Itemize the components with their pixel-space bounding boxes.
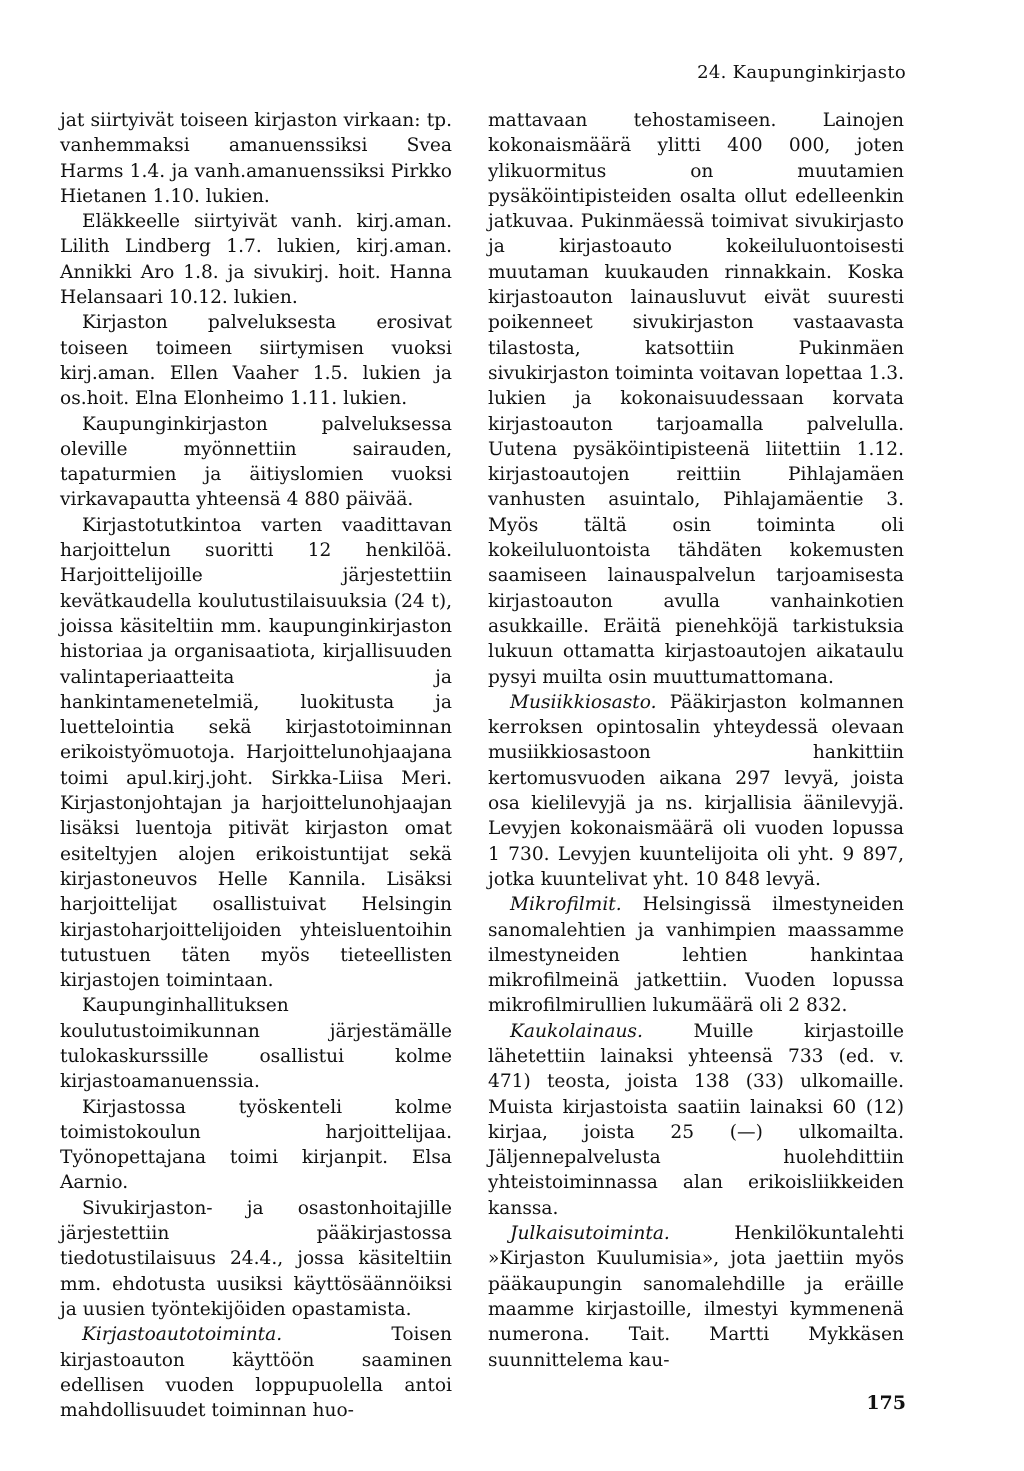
paragraph: Kirjaston palveluksesta erosivat toiseen toimeen siirtymisen vuoksi kirj.aman. Ellen Vaaher 1.5. lukien ja os.hoit. Elna Elonheimo 1.11. lukien.	[60, 312, 452, 410]
paragraph: Kaupunginkirjaston palveluksessa oleville myönnettiin sairauden, tapaturmien ja äitiyslomien vuoksi virkavapautta yhteensä 4 880 päivää.	[60, 413, 452, 511]
section-heading: Kirjastoautotoiminta.	[82, 1324, 283, 1346]
paragraph: Kirjastotutkintoa varten vaadittavan harjoittelun suoritti 12 henkilöä. Harjoittelijoille järjestettiin kevätkaudella koulutustilaisuuksia (24 t), joissa käsiteltiin mm. kaupunginkirjaston historiaa ja organisaatiota, kirjallisuuden valintaperiaatteita ja hankintamenetelmiä, luokitusta ja luettelointia sekä kirjastotoiminnan erikoistyömuotoja. Harjoittelunohjaajana toimi apul.kirj.joht. Sirkka-Liisa Meri. Kirjastonjohtajan ja harjoittelunohjaajan lisäksi luentoja pitivät kirjaston omat esiteltyjen alojen erikoistuntijat sekä kirjastoneuvos Helle Kannila. Lisäksi harjoittelijat osallistuivat Helsingin kirjastoharjoittelijoiden yhteisluentoihin tutustuen täten myös tieteellisten kirjastojen toimintaan.	[60, 514, 452, 992]
section-text: Muille kirjastoille lähetettiin lainaksi yhteensä 733 (ed. v. 471) teosta, joista 138 (33) ulkomaille. Muista kirjastoista saatiin lainaksi 60 (12) kirjaa, joista 25 (—) ulkomailta. Jäljennepalvelusta huolehdittiin yhteistoiminnassa alan erikoisliikkeiden kanssa.	[488, 1020, 904, 1219]
section-text: Helsingissä ilmestyneiden sanomalehtien ja vanhimpien maassamme ilmestyneiden lehtien hankintaa mikrofilmeinä jatkettiin. Vuoden lopussa mikrofilmirullien lukumäärä oli 2 832.	[488, 894, 904, 1017]
paragraph	[60, 1322, 452, 1423]
section-text: Henkilökuntalehti »Kirjaston Kuulumisia», jota jaettiin myös pääkaupungin sanomalehdille ja eräille maamme kirjastoille, ilmestyi kymmenenä numerona. Tait. Martti Mykkäsen suunnittelema kau-	[488, 1223, 904, 1371]
paragraph: Eläkkeelle siirtyivät vanh. kirj.aman. Lilith Lindberg 1.7. lukien, kirj.aman. Annikki Aro 1.8. ja sivukirj. hoit. Hanna Helansaari 10.12. lukien.	[60, 211, 452, 309]
paragraph: Sivukirjaston- ja osastonhoitajille järjestettiin pääkirjastossa tiedotustilaisuus 24.4., jossa käsiteltiin mm. ehdotusta uusiksi käyttösäännöiksi ja uusien työntekijöiden opastamista.	[60, 1197, 452, 1320]
paragraph	[488, 690, 904, 892]
section-heading: Mikrofilmit.	[510, 894, 622, 916]
section-heading: Kaukolainaus.	[510, 1020, 643, 1042]
right-column	[488, 108, 904, 1373]
paragraph	[488, 892, 904, 1018]
paragraph: Kaupunginhallituksen koulutustoimikunnan järjestämälle tulokaskurssille osallistui kolme kirjastoamanuenssia.	[60, 995, 452, 1093]
running-head: 24. Kaupunginkirjasto	[697, 62, 906, 83]
section-text: Pääkirjaston kolmannen kerroksen opintosalin yhteydessä olevaan musiikkiosastoon hankittiin kertomusvuoden aikana 297 levyä, joista osa kielilevyjä ja ns. kirjallisia äänilevyjä. Levyjen kokonaismäärä oli vuoden lopussa 1 730. Levyjen kuuntelijoita oli yht. 9 897, jotka kuuntelivat yht. 10 848 levyä.	[488, 691, 904, 890]
paragraph: jat siirtyivät toiseen kirjaston virkaan: tp. vanhemmaksi amanuenssiksi Svea Harms 1.4. ja vanh.amanuenssiksi Pirkko Hietanen 1.10. lukien.	[60, 110, 452, 207]
paragraph: mattavaan tehostamiseen. Lainojen kokonaismäärä ylitti 400 000, joten ylikuormitus on muutamien pysäköintipisteiden osalta ollut edelleenkin jatkuvaa. Pukinmäessä toimivat sivukirjasto ja kirjastoauto kokeiluluontoisesti muutaman kuukauden rinnakkain. Koska kirjastoauton lainausluvut eivät suuresti poikenneet sivukirjaston vastaavasta tilastosta, katsottiin Pukinmäen sivukirjaston toiminta voitavan lopettaa 1.3. lukien ja kokonaisuudessaan korvata kirjastoauton tarjoamalla palvelulla. Uutena pysäköintipisteenä liitettiin 1.12. kirjastoautojen reittiin Pihlajamäen vanhusten asuintalo, Pihlajamäentie 3. Myös tältä osin toiminta oli kokeiluluontoista tähdäten kokemusten saamiseen lainauspalvelun tarjoamisesta kirjastoauton avulla vanhainkotien asukkaille. Eräitä pienehköjä tarkistuksia lukuun ottamatta kirjastoautojen aikataulu pysyi muilta osin muuttumattomana.	[488, 110, 904, 688]
page-number: 175	[866, 1392, 906, 1414]
paragraph	[488, 1019, 904, 1221]
section-text: Toisen kirjastoauton käyttöön saaminen edellisen vuoden loppupuolella antoi mahdollisuudet toiminnan huo-	[60, 1324, 452, 1422]
paragraph: Kirjastossa työskenteli kolme toimistokoulun harjoittelijaa. Työnopettajana toimi kirjanpit. Elsa Aarnio.	[60, 1096, 452, 1194]
left-column	[60, 108, 452, 1423]
section-heading: Musiikkiosasto.	[510, 691, 657, 713]
section-heading: Julkaisutoiminta.	[510, 1223, 670, 1245]
paragraph	[488, 1221, 904, 1373]
